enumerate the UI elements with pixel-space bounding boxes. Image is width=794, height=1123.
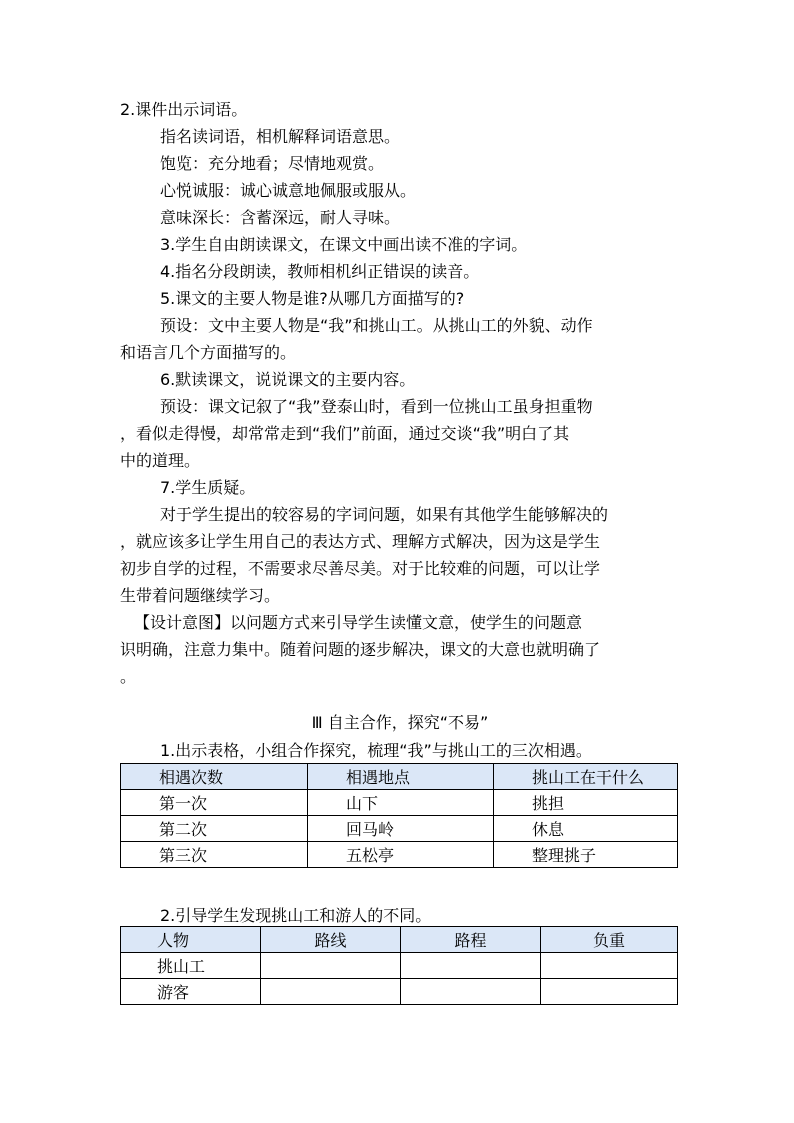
- paragraph-item-6: 6.默读课文，说说课文的主要内容。: [160, 370, 416, 389]
- preset-2-line-3: 中的道理。: [120, 451, 201, 470]
- paragraph-definition-1: 饱览：充分地看；尽情地观赏。: [160, 154, 385, 173]
- table-header-cell: 挑山工在干什么: [494, 764, 678, 790]
- table-cell: [541, 979, 678, 1005]
- table-cell: 游客: [121, 979, 261, 1005]
- paragraph-item-4: 4.指名分段朗读，教师相机纠正错误的读音。: [160, 262, 480, 281]
- table-header-cell: 负重: [541, 927, 678, 953]
- preset-1-line-2: 和语言几个方面描写的。: [120, 343, 297, 362]
- table-row: [121, 816, 678, 842]
- design-intent-line-2: 识明确，注意力集中。随着问题的逐步解决，课文的大意也就明确了: [120, 640, 601, 659]
- paragraph-item-2: 2.课件出示词语。: [120, 100, 248, 119]
- table-cell: 挑山工: [121, 953, 261, 979]
- section-step-1: 1.出示表格，小组合作探究，梳理“我”与挑山工的三次相遇。: [160, 741, 592, 760]
- table-header-cell: 路线: [261, 927, 401, 953]
- doubt-line-4: 生带着问题继续学习。: [120, 586, 281, 605]
- table-cell: 五松亭: [308, 842, 494, 868]
- table-cell: 山下: [308, 790, 494, 816]
- table-cell: [261, 979, 401, 1005]
- paragraph-item-7: 7.学生质疑。: [160, 478, 256, 497]
- table-cell: [401, 953, 541, 979]
- paragraph-definition-3: 意味深长：含蓄深远，耐人寻味。: [160, 208, 401, 227]
- table-header-cell: 人物: [121, 927, 261, 953]
- preset-2-line-1: 预设：课文记叙了“我”登泰山时，看到一位挑山工虽身担重物: [160, 397, 593, 416]
- table-header-cell: 相遇地点: [308, 764, 494, 790]
- table-row: [121, 790, 678, 816]
- paragraph-item-5: 5.课文的主要人物是谁?从哪几方面描写的?: [160, 289, 465, 308]
- paragraph-instruction: 指名读词语，相机解释词语意思。: [160, 127, 401, 146]
- table-cell: [541, 953, 678, 979]
- table-header-cell: 相遇次数: [121, 764, 308, 790]
- design-intent-line-3: 。: [120, 667, 137, 686]
- doubt-line-1: 对于学生提出的较容易的字词问题，如果有其他学生能够解决的: [160, 505, 609, 524]
- preset-2-line-2: ，看似走得慢，却常常走到“我们”前面，通过交谈“我”明白了其: [120, 424, 570, 443]
- section-step-2: 2.引导学生发现挑山工和游人的不同。: [160, 906, 432, 925]
- comparison-table: [120, 926, 678, 1005]
- table-row: [121, 842, 678, 868]
- section-title: Ⅲ 自主合作，探究“不易”: [311, 713, 489, 732]
- table-cell: [401, 979, 541, 1005]
- doubt-line-3: 初步自学的过程，不需要求尽善尽美。对于比较难的问题，可以让学: [120, 559, 601, 578]
- design-intent-line-1: 【设计意图】以问题方式来引导学生读懂文意，使学生的问题意: [134, 613, 583, 632]
- preset-1-line-1: 预设：文中主要人物是“我”和挑山工。从挑山工的外貌、动作: [160, 316, 593, 335]
- table-cell: 挑担: [494, 790, 678, 816]
- table-header-row: [121, 764, 678, 790]
- doubt-line-2: ，就应该多让学生用自己的表达方式、理解方式解决，因为这是学生: [120, 532, 601, 551]
- table-cell: 回马岭: [308, 816, 494, 842]
- table-cell: 第三次: [121, 842, 308, 868]
- table-row: [121, 953, 678, 979]
- table-cell: [261, 953, 401, 979]
- paragraph-definition-2: 心悦诚服：诚心诚意地佩服或服从。: [160, 181, 417, 200]
- table-row: [121, 979, 678, 1005]
- encounters-table: [120, 763, 678, 868]
- table-cell: 休息: [494, 816, 678, 842]
- table-cell: 第二次: [121, 816, 308, 842]
- table-header-row: [121, 927, 678, 953]
- table-header-cell: 路程: [401, 927, 541, 953]
- paragraph-item-3: 3.学生自由朗读课文，在课文中画出读不准的字词。: [160, 235, 528, 254]
- table-cell: 第一次: [121, 790, 308, 816]
- table-cell: 整理挑子: [494, 842, 678, 868]
